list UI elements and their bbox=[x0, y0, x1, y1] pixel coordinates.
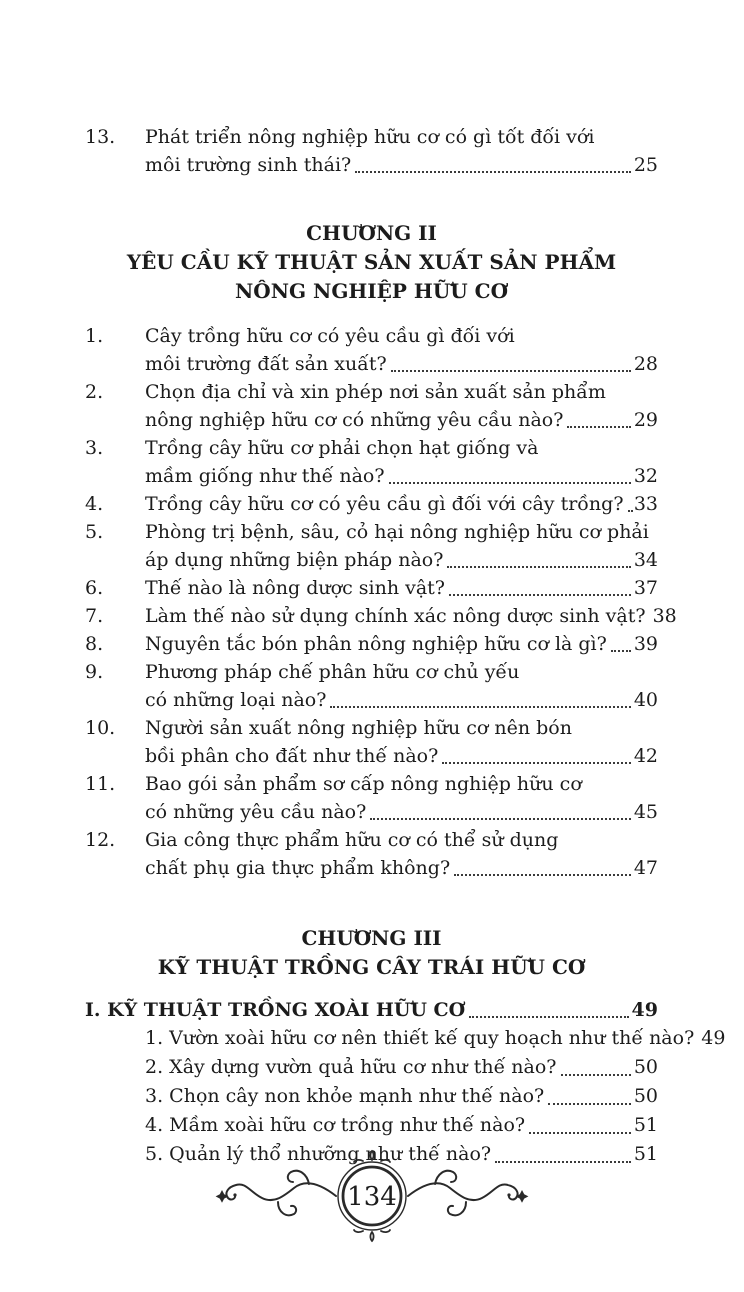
toc-entry-page: 32 bbox=[633, 465, 658, 487]
toc-entry-line bbox=[85, 123, 658, 151]
chapter3-section-title: I. KỸ THUẬT TRỒNG XOÀI HỮU CƠ bbox=[85, 999, 466, 1021]
toc-entry bbox=[85, 630, 658, 658]
toc-entry-line bbox=[85, 434, 658, 462]
toc-entry-line bbox=[85, 854, 658, 882]
toc-entry-line bbox=[85, 518, 658, 546]
dotted-leader bbox=[548, 1103, 631, 1105]
toc-carryover-entries bbox=[85, 123, 658, 179]
chapter2-entries bbox=[85, 322, 677, 882]
toc-entry-text: nông nghiệp hữu cơ có những yêu cầu nào? bbox=[145, 409, 564, 431]
toc-entry-text: mầm giống như thế nào? bbox=[145, 465, 385, 487]
toc-entry-line bbox=[85, 770, 658, 798]
chapter3-section-heading bbox=[85, 996, 658, 1024]
toc-subentry-page: 49 bbox=[701, 1027, 726, 1049]
toc-entry-line bbox=[85, 686, 658, 714]
ornament-crown-bottom bbox=[354, 1230, 390, 1241]
toc-subentry-text: 3. Chọn cây non khỏe mạnh như thế nào? bbox=[145, 1085, 545, 1107]
toc-subentry bbox=[85, 1053, 658, 1082]
toc-entry bbox=[85, 658, 658, 714]
chapter2-heading-line1: CHƯƠNG II bbox=[306, 221, 437, 245]
dotted-leader bbox=[628, 510, 631, 512]
toc-entry-line bbox=[85, 546, 658, 574]
toc-entry-line bbox=[85, 798, 658, 826]
dotted-leader bbox=[449, 594, 631, 596]
toc-entry-number: 11. bbox=[85, 773, 116, 795]
toc-entry-text: bồi phân cho đất như thế nào? bbox=[145, 745, 439, 767]
toc-entry-line bbox=[85, 406, 658, 434]
toc-entry-page: 40 bbox=[633, 689, 658, 711]
toc-entry-text: Trồng cây hữu cơ có yêu cầu gì đối với cây trồng? bbox=[145, 493, 624, 515]
toc-entry-number: 3. bbox=[85, 437, 104, 459]
chapter3-heading bbox=[85, 924, 658, 982]
toc-entry-line bbox=[85, 350, 658, 378]
chapter3-section-page: 49 bbox=[631, 999, 658, 1021]
toc-subentry-page: 50 bbox=[633, 1056, 658, 1078]
toc-entry-number: 13. bbox=[85, 126, 116, 148]
toc-entry-text: Thế nào là nông dược sinh vật? bbox=[145, 577, 445, 599]
toc-entry-text: Bao gói sản phẩm sơ cấp nông nghiệp hữu cơ bbox=[145, 773, 582, 795]
toc-entry bbox=[85, 434, 658, 490]
toc-entry-text: Gia công thực phẩm hữu cơ có thể sử dụng bbox=[145, 829, 559, 851]
chapter2-heading-line3: NÔNG NGHIỆP HỮU CƠ bbox=[235, 279, 508, 303]
toc-entry bbox=[85, 518, 658, 574]
toc-entry bbox=[85, 770, 658, 826]
toc-entry-number: 8. bbox=[85, 633, 104, 655]
toc-entry-text: Phương pháp chế phân hữu cơ chủ yếu bbox=[145, 661, 520, 683]
toc-entry bbox=[85, 714, 658, 770]
toc-entry-line bbox=[85, 378, 658, 406]
toc-entry-page: 47 bbox=[633, 857, 658, 879]
toc-subentry-text: 2. Xây dựng vườn quả hữu cơ như thế nào? bbox=[145, 1056, 557, 1078]
dotted-leader bbox=[469, 1016, 628, 1018]
toc-subentry-page: 50 bbox=[633, 1085, 658, 1107]
toc-entry-text: Trồng cây hữu cơ phải chọn hạt giống và bbox=[145, 437, 539, 459]
toc-entry-text: có những loại nào? bbox=[145, 689, 327, 711]
dotted-leader bbox=[567, 426, 630, 428]
toc-entry-text: Làm thế nào sử dụng chính xác nông dược sinh vật? bbox=[145, 605, 646, 627]
toc-entry-text: có những yêu cầu nào? bbox=[145, 801, 367, 823]
toc-entry-text: môi trường đất sản xuất? bbox=[145, 353, 387, 375]
toc-entry-page: 33 bbox=[633, 493, 658, 515]
toc-entry-line bbox=[85, 151, 658, 179]
dotted-leader bbox=[370, 818, 631, 820]
toc-subentry-page: 51 bbox=[633, 1143, 658, 1165]
dotted-leader bbox=[442, 762, 631, 764]
chapter3-heading-line2: KỸ THUẬT TRỒNG CÂY TRÁI HỮU CƠ bbox=[157, 955, 586, 979]
toc-entry-text: Nguyên tắc bón phân nông nghiệp hữu cơ là gì? bbox=[145, 633, 607, 655]
toc-entry bbox=[85, 574, 658, 602]
toc-entry-text: chất phụ gia thực phẩm không? bbox=[145, 857, 451, 879]
toc-entry bbox=[85, 826, 658, 882]
ornament-crown-top bbox=[354, 1151, 390, 1162]
toc-subentry-text: 4. Mầm xoài hữu cơ trồng như thế nào? bbox=[145, 1114, 526, 1136]
toc-subentry bbox=[85, 1082, 658, 1111]
toc-entry-number: 1. bbox=[85, 325, 104, 347]
toc-entry-page: 37 bbox=[633, 577, 658, 599]
toc-subentry-page: 51 bbox=[633, 1114, 658, 1136]
toc-entry-text: môi trường sinh thái? bbox=[145, 154, 352, 176]
toc-entry-number: 9. bbox=[85, 661, 104, 683]
dotted-leader bbox=[447, 566, 630, 568]
toc-entry-page: 34 bbox=[633, 549, 658, 571]
toc-entry-page: 29 bbox=[633, 409, 658, 431]
ornament-graphic bbox=[212, 1148, 532, 1244]
toc-entry-text: Chọn địa chỉ và xin phép nơi sản xuất sản phẩm bbox=[145, 381, 606, 403]
toc-entry-line bbox=[85, 322, 658, 350]
toc-entry-number: 12. bbox=[85, 829, 116, 851]
toc-entry-page: 38 bbox=[652, 605, 677, 627]
toc-entry-number: 7. bbox=[85, 605, 104, 627]
toc-entry-page: 28 bbox=[633, 353, 658, 375]
toc-subentry bbox=[85, 1111, 658, 1140]
dotted-leader bbox=[454, 874, 631, 876]
toc-entry-page: 45 bbox=[633, 801, 658, 823]
toc-entry-number: 6. bbox=[85, 577, 104, 599]
toc-entry-page: 39 bbox=[633, 633, 658, 655]
toc-entry-line bbox=[85, 602, 677, 630]
toc-entry bbox=[85, 602, 677, 630]
toc-subentry-text: 1. Vườn xoài hữu cơ nên thiết kế quy hoạch như thế nào? bbox=[145, 1027, 695, 1049]
toc-entry-line bbox=[85, 630, 658, 658]
toc-entry-text: Phòng trị bệnh, sâu, cỏ hại nông nghiệp hữu cơ phải bbox=[145, 521, 649, 543]
toc-entry-text: Cây trồng hữu cơ có yêu cầu gì đối với bbox=[145, 325, 515, 347]
chapter3-heading-line1: CHƯƠNG III bbox=[301, 926, 442, 950]
dotted-leader bbox=[389, 482, 631, 484]
dotted-leader bbox=[355, 171, 631, 173]
toc-entry-page: 25 bbox=[633, 154, 658, 176]
toc-entry-number: 2. bbox=[85, 381, 104, 403]
page-number-ornament bbox=[212, 1148, 532, 1248]
toc-entry-text: Phát triển nông nghiệp hữu cơ có gì tốt đối với bbox=[145, 126, 595, 148]
toc-entry bbox=[85, 322, 658, 378]
toc-entry-text: áp dụng những biện pháp nào? bbox=[145, 549, 444, 571]
toc-entry-line bbox=[85, 714, 658, 742]
toc-subentry bbox=[85, 1024, 726, 1053]
dotted-leader bbox=[561, 1074, 631, 1076]
dotted-leader bbox=[529, 1132, 631, 1134]
toc-entry bbox=[85, 123, 658, 179]
toc-entry-line bbox=[85, 490, 658, 518]
chapter2-heading bbox=[85, 219, 658, 306]
dotted-leader bbox=[330, 706, 630, 708]
toc-entry-line bbox=[85, 826, 658, 854]
toc-entry-number: 10. bbox=[85, 717, 116, 739]
toc-entry bbox=[85, 490, 658, 518]
toc-entry-page: 42 bbox=[633, 745, 658, 767]
toc-entry-line bbox=[85, 574, 658, 602]
toc-subentry-text: 5. Quản lý thổ nhưỡng như thế nào? bbox=[145, 1143, 492, 1165]
dotted-leader bbox=[391, 370, 631, 372]
chapter2-heading-line2: YÊU CẦU KỸ THUẬT SẢN XUẤT SẢN PHẨM bbox=[126, 250, 617, 274]
toc-entry-line bbox=[85, 462, 658, 490]
toc-entry-text: Người sản xuất nông nghiệp hữu cơ nên bón bbox=[145, 717, 572, 739]
page-number: 134 bbox=[347, 1182, 397, 1212]
dotted-leader bbox=[611, 650, 631, 652]
toc-entry-line bbox=[85, 658, 658, 686]
toc-entry-number: 4. bbox=[85, 493, 104, 515]
toc-entry-number: 5. bbox=[85, 521, 104, 543]
toc-entry bbox=[85, 378, 658, 434]
toc-entry-line bbox=[85, 742, 658, 770]
